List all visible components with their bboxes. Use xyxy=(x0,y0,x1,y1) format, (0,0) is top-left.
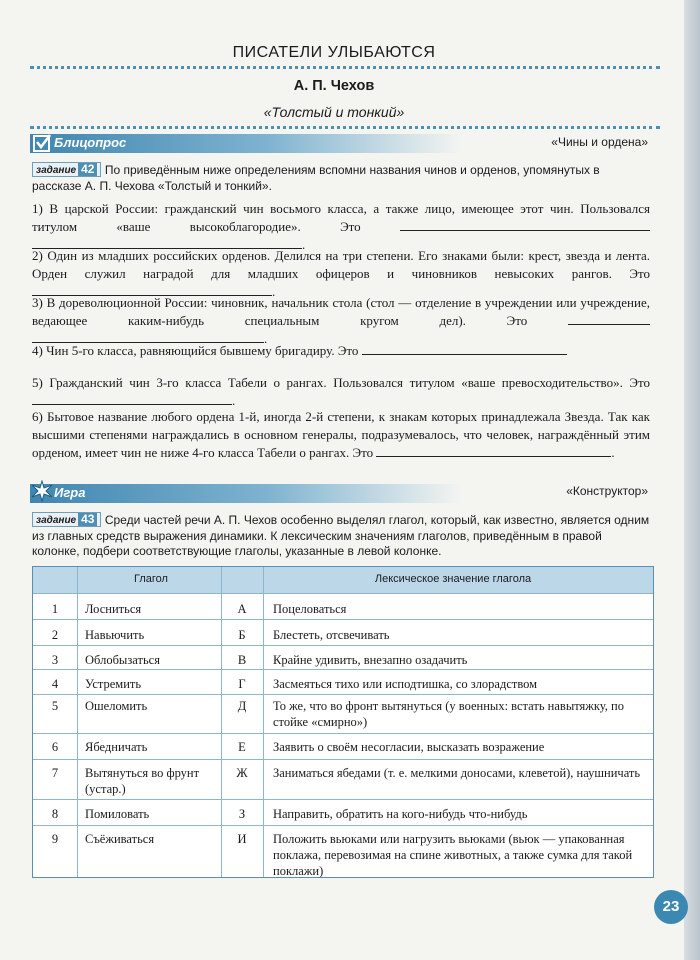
meaning-cell: Засмеяться тихо или исподтишка, со злорадством xyxy=(273,677,538,691)
meaning-cell: Заниматься ябедами (т. е. мелкими доносами, клеветой), наушничать xyxy=(273,766,641,780)
page-number: 23 xyxy=(654,890,688,924)
verb-cell: Съёживаться xyxy=(85,832,155,846)
verb-cell: Ябедничать xyxy=(85,740,148,754)
row-number: 8 xyxy=(51,807,59,821)
row-divider xyxy=(33,619,653,620)
letter-cell: Ж xyxy=(236,766,248,780)
answer-blank[interactable] xyxy=(32,392,232,405)
verb-cell: Лосниться xyxy=(85,602,142,616)
author-name: А. П. Чехов xyxy=(293,78,375,94)
header-verb: Глагол xyxy=(134,573,168,585)
column-divider xyxy=(263,567,264,877)
task-43 xyxy=(32,512,652,560)
meaning-cell: Поцеловаться xyxy=(273,602,347,616)
row-number: 4 xyxy=(51,677,59,691)
row-number: 1 xyxy=(51,602,59,616)
row-number: 3 xyxy=(51,653,59,667)
task-text: Среди частей речи А. П. Чехов особенно выделял глагол, который, как известно, является одним из главных средств выражения динамики. К лексическим значениям глаголов, приведённым в правой колонке, подбери соответствующие глаголы, указанные в левой колонке. xyxy=(32,513,650,558)
letter-cell: А xyxy=(237,602,247,616)
game-banner xyxy=(30,484,462,503)
task-text: По приведённым ниже определениям вспомни названия чинов и орденов, упомянутых в рассказе А. П. Чехова «Толстый и тонкий». xyxy=(32,163,600,193)
answer-blank[interactable] xyxy=(362,342,567,355)
section-tag: «Конструктор» xyxy=(566,484,648,498)
question-item: 4) Чин 5-го класса, равняющийся бывшему бригадиру. Это xyxy=(32,342,650,360)
meaning-cell: Заявить о своём несогласии, высказать возражение xyxy=(273,740,545,754)
verb-cell: Устремить xyxy=(85,677,142,691)
meaning-cell: Блестеть, отсвечивать xyxy=(273,628,390,642)
row-number: 6 xyxy=(51,740,59,754)
row-number: 9 xyxy=(51,832,59,846)
task-badge: задание 43 xyxy=(32,512,101,527)
row-number: 5 xyxy=(51,699,59,713)
meaning-cell: То же, что во фронт вытянуться (у военных: встать навытяжку, по стойке «смирно») xyxy=(273,699,624,729)
letter-cell: В xyxy=(237,653,247,667)
verb-cell: Вытянуться во фрунт (устар.) xyxy=(85,766,200,796)
column-divider xyxy=(77,567,78,877)
question-item: 3) В дореволюционной России: чиновник, начальник стола (стол — отделение в учреждении или учреждение, ведающее каким-нибудь специальным кругом дел). Это . xyxy=(32,295,650,346)
row-divider xyxy=(33,645,653,646)
dotted-divider xyxy=(30,66,660,69)
verbs-table xyxy=(32,566,654,878)
question-item: 2) Один из младших российских орденов. Делился на три степени. Его знаками были: крест, звезда и лента. Орден служил наградой для младших офицеров и чиновников невысоких рангов. Это . xyxy=(32,248,650,299)
row-divider xyxy=(33,593,653,594)
task-badge: задание 42 xyxy=(32,162,101,177)
row-divider xyxy=(33,799,653,800)
question-item: 6) Бытовое название любого ордена 1-й, иногда 2-й степени, к знакам которых принадлежала Звезда. Так как высшими степенями награждались в основном генералы, подразумевалось, что человек, награждённый этим орденом, имеет чин не ниже 4-го класса Табели о рангах. Это . xyxy=(32,409,650,460)
letter-cell: Д xyxy=(237,699,247,713)
answer-blank[interactable] xyxy=(568,312,650,325)
row-divider xyxy=(33,694,653,695)
verb-cell: Навьючить xyxy=(85,628,145,642)
row-number: 7 xyxy=(51,766,59,780)
row-number: 2 xyxy=(51,628,59,642)
letter-cell: Б xyxy=(238,628,246,642)
chapter-title: ПИСАТЕЛИ УЛЫБАЮТСЯ xyxy=(232,44,436,61)
letter-cell: З xyxy=(238,807,246,821)
row-divider xyxy=(33,759,653,760)
star-burst-icon xyxy=(31,480,53,502)
verb-cell: Помиловать xyxy=(85,807,150,821)
verb-cell: Облобызаться xyxy=(85,653,160,667)
letter-cell: Е xyxy=(238,740,246,754)
row-divider xyxy=(33,733,653,734)
blitz-banner xyxy=(30,134,462,153)
table-header xyxy=(33,567,653,593)
row-divider xyxy=(33,669,653,670)
question-item: 1) В царской России: гражданский чин восьмого класса, а также лицо, имеющее этот чин. Пользовался титулом «ваше высокоблагородие». Это . xyxy=(32,201,650,252)
section-tag: «Чины и ордена» xyxy=(551,135,648,149)
header-meaning: Лексическое значение глагола xyxy=(374,573,532,585)
page-edge xyxy=(684,0,700,960)
verb-cell: Ошеломить xyxy=(85,699,148,713)
banner-label: Блицопрос xyxy=(54,135,127,150)
checkbox-icon xyxy=(33,135,50,152)
story-title: «Толстый и тонкий» xyxy=(263,104,405,120)
answer-blank[interactable] xyxy=(400,218,650,231)
banner-label: Игра xyxy=(54,485,86,500)
meaning-cell: Направить, обратить на кого-нибудь что-нибудь xyxy=(273,807,528,821)
meaning-cell: Положить вьюками или нагрузить вьюками (вьюк — упакованная поклажа, перевозимая на спине животных, а также сумка для такой поклажи) xyxy=(273,832,633,878)
dotted-divider xyxy=(30,126,660,129)
letter-cell: Г xyxy=(238,677,246,691)
task-42 xyxy=(32,162,652,194)
letter-cell: И xyxy=(237,832,247,846)
row-divider xyxy=(33,825,653,826)
question-item: 5) Гражданский чин 3-го класса Табели о рангах. Пользовался титулом «ваше превосходительство». Это . xyxy=(32,375,650,408)
answer-blank[interactable] xyxy=(376,444,611,457)
meaning-cell: Крайне удивить, внезапно озадачить xyxy=(273,653,468,667)
